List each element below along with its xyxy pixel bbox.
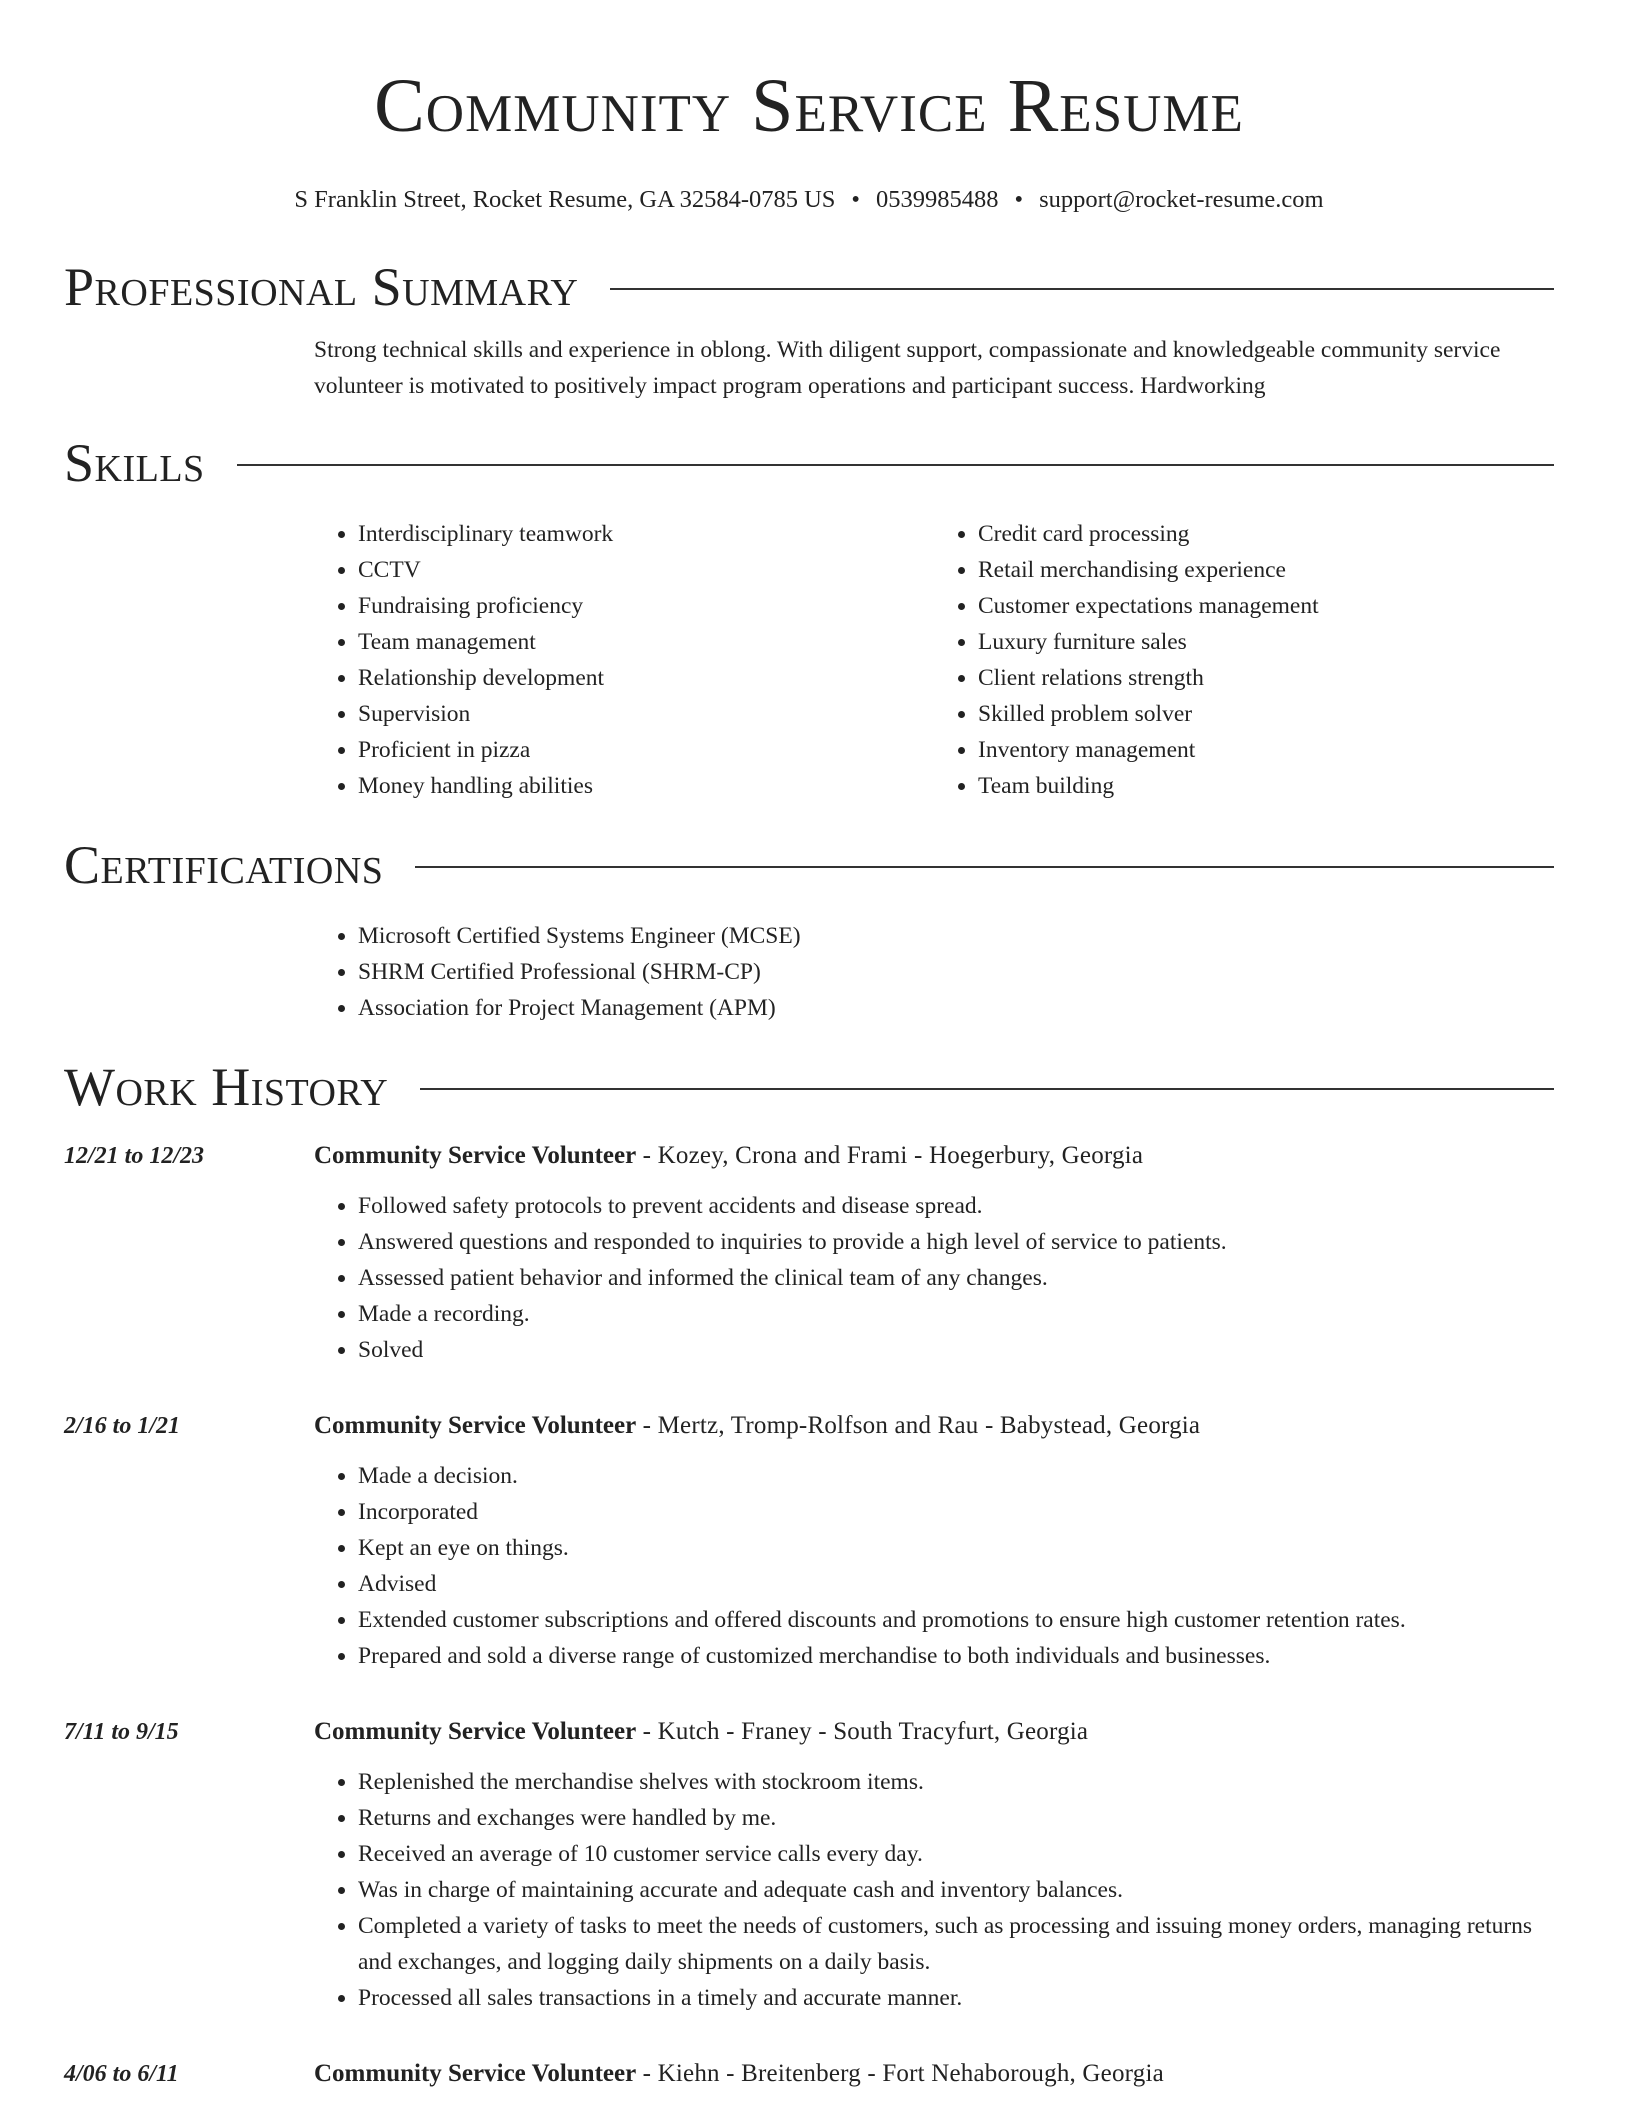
skills-list-right	[934, 516, 1554, 804]
job-dates: 12/21 to 12/23	[64, 1143, 205, 1169]
job-bullet: • Replenished the merchandise shelves with stockroom items.	[358, 1764, 1554, 1800]
job-bullet: • Followed safety protocols to prevent accidents and disease spread.	[358, 1188, 1554, 1224]
section-rule	[415, 866, 1554, 868]
skill-item: • Proficient in pizza	[358, 732, 934, 768]
section-heading: Professional Summary	[64, 257, 579, 317]
summary-section	[64, 252, 1554, 404]
certifications-list	[314, 918, 1554, 1026]
job-dates: 7/11 to 9/15	[64, 1719, 179, 1745]
skill-item: • Team management	[358, 624, 934, 660]
job-header	[64, 2056, 1554, 2092]
job-bullets	[314, 1458, 1554, 1674]
skill-item: • Supervision	[358, 696, 934, 732]
job-title: Community Service Volunteer	[314, 2060, 637, 2087]
section-rule	[420, 1088, 1554, 1090]
job-bullet: • Prepared and sold a diverse range of customized merchandise to both individuals and businesses.	[358, 1638, 1554, 1674]
section-header	[64, 830, 1554, 900]
skill-item: • Inventory management	[978, 732, 1554, 768]
job-entry	[64, 2056, 1554, 2092]
skill-item: • Relationship development	[358, 660, 934, 696]
section-header	[64, 252, 1554, 322]
job-bullet: • Assessed patient behavior and informed the clinical team of any changes.	[358, 1260, 1554, 1296]
skill-item: • Client relations strength	[978, 660, 1554, 696]
section-header	[64, 1052, 1554, 1122]
job-header	[64, 1408, 1554, 1444]
section-rule	[610, 288, 1554, 290]
section-heading: Work History	[64, 1057, 389, 1117]
skill-item: • Fundraising proficiency	[358, 588, 934, 624]
job-dates: 2/16 to 1/21	[64, 1413, 181, 1439]
job-bullet: • Completed a variety of tasks to meet the needs of customers, such as processing and issuing money orders, managing returns and exchanges, and logging daily shipments on a daily basis.	[358, 1908, 1554, 1980]
job-bullet: • Kept an eye on things.	[358, 1530, 1554, 1566]
job-bullet: • Was in charge of maintaining accurate and adequate cash and inventory balances.	[358, 1872, 1554, 1908]
job-header	[64, 1714, 1554, 1750]
job-bullet: • Returns and exchanges were handled by me.	[358, 1800, 1554, 1836]
job-bullet: • Answered questions and responded to inquiries to provide a high level of service to patients.	[358, 1224, 1554, 1260]
job-bullets	[314, 1764, 1554, 2016]
skills-columns	[314, 516, 1554, 804]
job-bullet: • Processed all sales transactions in a timely and accurate manner.	[358, 1980, 1554, 2016]
job-entry	[64, 1138, 1554, 1368]
certification-item: • SHRM Certified Professional (SHRM-CP)	[358, 954, 1554, 990]
skill-item: • Retail merchandising experience	[978, 552, 1554, 588]
job-bullet: • Extended customer subscriptions and offered discounts and promotions to ensure high customer retention rates.	[358, 1602, 1554, 1638]
job-bullet: • Made a decision.	[358, 1458, 1554, 1494]
skill-item: • CCTV	[358, 552, 934, 588]
contact-line	[64, 186, 1554, 214]
job-title: Community Service Volunteer	[314, 1412, 637, 1439]
job-bullet: • Received an average of 10 customer service calls every day.	[358, 1836, 1554, 1872]
phone: 0539985488	[876, 186, 999, 213]
separator: •	[1014, 186, 1024, 213]
summary-text: Strong technical skills and experience in oblong. With diligent support, compassionate and knowledgeable community service volunteer is motivated to positively impact program operations and participant success. Hardworking	[314, 337, 1501, 399]
skills-list-left	[314, 516, 934, 804]
certification-item: • Microsoft Certified Systems Engineer (MCSE)	[358, 918, 1554, 954]
certifications-body	[314, 918, 1554, 1026]
job-employer-location: - Kutch - Franey - South Tracyfurt, Georgia	[636, 1718, 1089, 1745]
skill-item: • Interdisciplinary teamwork	[358, 516, 934, 552]
job-title: Community Service Volunteer	[314, 1142, 637, 1169]
job-bullet: • Incorporated	[358, 1494, 1554, 1530]
email: support@rocket-resume.com	[1039, 186, 1324, 213]
job-entry	[64, 1408, 1554, 1674]
certifications-section	[64, 830, 1554, 1026]
skill-item: • Team building	[978, 768, 1554, 804]
resume-page	[64, 0, 1554, 2092]
job-employer-location: - Mertz, Tromp-Rolfson and Rau - Babystead, Georgia	[636, 1412, 1201, 1439]
skills-section	[64, 428, 1554, 804]
section-rule	[237, 464, 1554, 466]
job-dates: 4/06 to 6/11	[64, 2061, 179, 2087]
job-bullet: • Solved	[358, 1332, 1554, 1368]
section-heading: Certifications	[64, 835, 384, 895]
certification-item: • Association for Project Management (APM)	[358, 990, 1554, 1026]
section-heading: Skills	[64, 433, 205, 493]
job-employer-location: - Kiehn - Breitenberg - Fort Nehaborough, Georgia	[636, 2060, 1164, 2087]
job-employer-location: - Kozey, Crona and Frami - Hoegerbury, Georgia	[636, 1142, 1144, 1169]
job-bullet: • Advised	[358, 1566, 1554, 1602]
job-bullet: • Made a recording.	[358, 1296, 1554, 1332]
job-entry	[64, 1714, 1554, 2016]
skill-item: • Luxury furniture sales	[978, 624, 1554, 660]
skill-item: • Customer expectations management	[978, 588, 1554, 624]
resume-title: Community Service Resume	[374, 64, 1244, 148]
skill-item: • Money handling abilities	[358, 768, 934, 804]
job-header	[64, 1138, 1554, 1174]
section-header	[64, 428, 1554, 498]
job-title: Community Service Volunteer	[314, 1718, 637, 1745]
jobs-list	[64, 1138, 1554, 2092]
work-section	[64, 1052, 1554, 2092]
job-bullets	[314, 1188, 1554, 1368]
address: S Franklin Street, Rocket Resume, GA 32584-0785 US	[294, 186, 836, 213]
separator: •	[851, 186, 860, 213]
skill-item: • Credit card processing	[978, 516, 1554, 552]
skill-item: • Skilled problem solver	[978, 696, 1554, 732]
